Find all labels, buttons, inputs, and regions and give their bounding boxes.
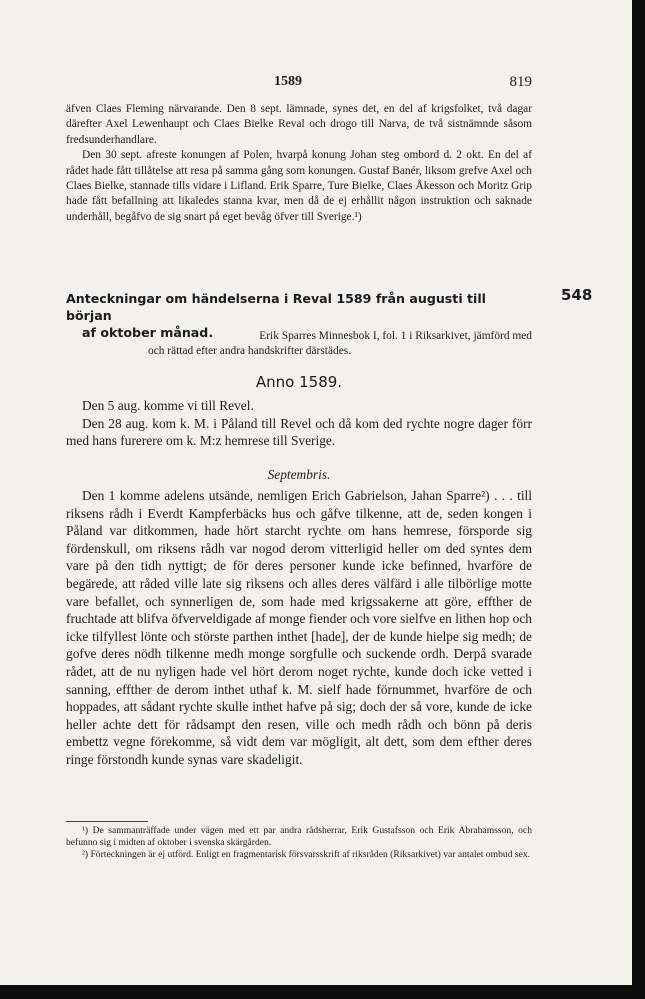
section-heading-line: Anteckningar om händelserna i Reval 1589 från augusti till början bbox=[66, 291, 486, 323]
running-header bbox=[66, 74, 532, 94]
section-heading-line: af oktober månad. bbox=[82, 325, 214, 340]
footnote: ¹) De sammanträffade under vägen med ett par andra rådsherrar, Erik Gustafsson och Erik Abrahamsson, och befunno sig i midten af oktober i svenska skärgården. bbox=[66, 825, 532, 849]
anno-heading: Anno 1589. bbox=[255, 373, 343, 391]
intro-paragraph: äfven Claes Fleming närvarande. Den 8 sept. lämnade, synes det, en del af krigsfolket, två dagar därefter Axel Lewenhaupt och Claes Bielke Reval och drogo till Narva, de två sistnämnde såsom fredsunderhandlare. bbox=[66, 103, 532, 146]
month-heading: Septembris. bbox=[267, 467, 331, 482]
margin-document-number: 548 bbox=[561, 286, 593, 304]
diary-entry: Den 5 aug. komme vi till Revel. bbox=[82, 398, 254, 413]
footnote-rule bbox=[66, 821, 148, 822]
folio-number: 819 bbox=[509, 74, 532, 90]
entries-september bbox=[66, 487, 532, 769]
diary-entry: Den 28 aug. kom k. M. i Påland till Revel och då kom ded rychte nogre dager förr med hans furerere om k. M:z hemrese till Sverige. bbox=[66, 415, 532, 449]
source-note bbox=[66, 329, 532, 359]
page-year-number: 1589 bbox=[274, 74, 302, 89]
source-line: och rättad efter andra handskrifter därstädes. bbox=[148, 345, 352, 357]
diary-entry: Den 1 komme adelens utsände, nemligen Erich Gabrielson, Jahan Sparre²) . . . till riksens rådh i Everdt Kampferbäcks hus och gåfve tilkenne, att de, seden kongen i Påland var ditkommen, hade hört starcht rychte om hans hemrese, försporde sig fördenskull, om riksens rådh var nogod derom vitterligid heller om ded syntes dem vare på den tidh nyttigt; de för deres personer kunde icke befinned, hvarföre de begärede, att råded ville late sig riksens och alles deres välfärd i alle tilbörlige motte vare befallet, och synnerligen de, som hade med krigssakerne att göre, effther de fruchtade att blifva öfverveldigade af monge fiender och vore sielfve en lithen hop och icke tilfyllest lönte och störste parthen inthet [hade], der de kunde hielpe sig medh; de gofve deres nödh tilkenne medh monge sorgfulle och suckende ordh. Derpå svarade rådet, att de nu nyligen hade vel hört derom noget rychte, kunde doch icke vetted i sanning, effther de derom inthet uthaf k. M. sielf hade förnummet, hvarföre de och hoppades, att sådant rychte skulle inthet hafve på sig; doch der så vore, kunde de icke heller achte dett för rådsampt den resen, ville och medh rådh och bönn på deris embettz vegne förekomme, så vidt dem var mögligit, alt dett, som dem efther deres ringe förstondh kunde synas vare skadeligit. bbox=[66, 488, 532, 767]
source-line: Erik Sparres Minnesbok I, fol. 1 i Riksarkivet, jämförd med bbox=[259, 330, 532, 342]
footnote: ²) Förteckningen är ej utförd. Enligt en fragmentarisk försvarsskrift af riksråden (Riksarkivet) var antalet ombud sex. bbox=[82, 849, 531, 861]
intro-text bbox=[66, 102, 532, 225]
intro-paragraph: Den 30 sept. afreste konungen af Polen, hvarpå konung Johan steg ombord d. 2 okt. En del af rådet hade fått tillåtelse att resa på samma gång som konungen. Gustaf Banér, liksom grefve Axel och Claes Bielke, stannade tills vidare i Lifland. Erik Sparre, Ture Bielke, Claes Åkesson och Moritz Grip hade fått befallning att likaledes stanna kvar, men då de ej erhållit någon instruktion och saknade underhåll, begåfvo de sig snart på eget bevåg öfver till Sverige.¹) bbox=[66, 149, 532, 223]
entries-august bbox=[66, 397, 532, 450]
footnotes bbox=[66, 825, 532, 862]
